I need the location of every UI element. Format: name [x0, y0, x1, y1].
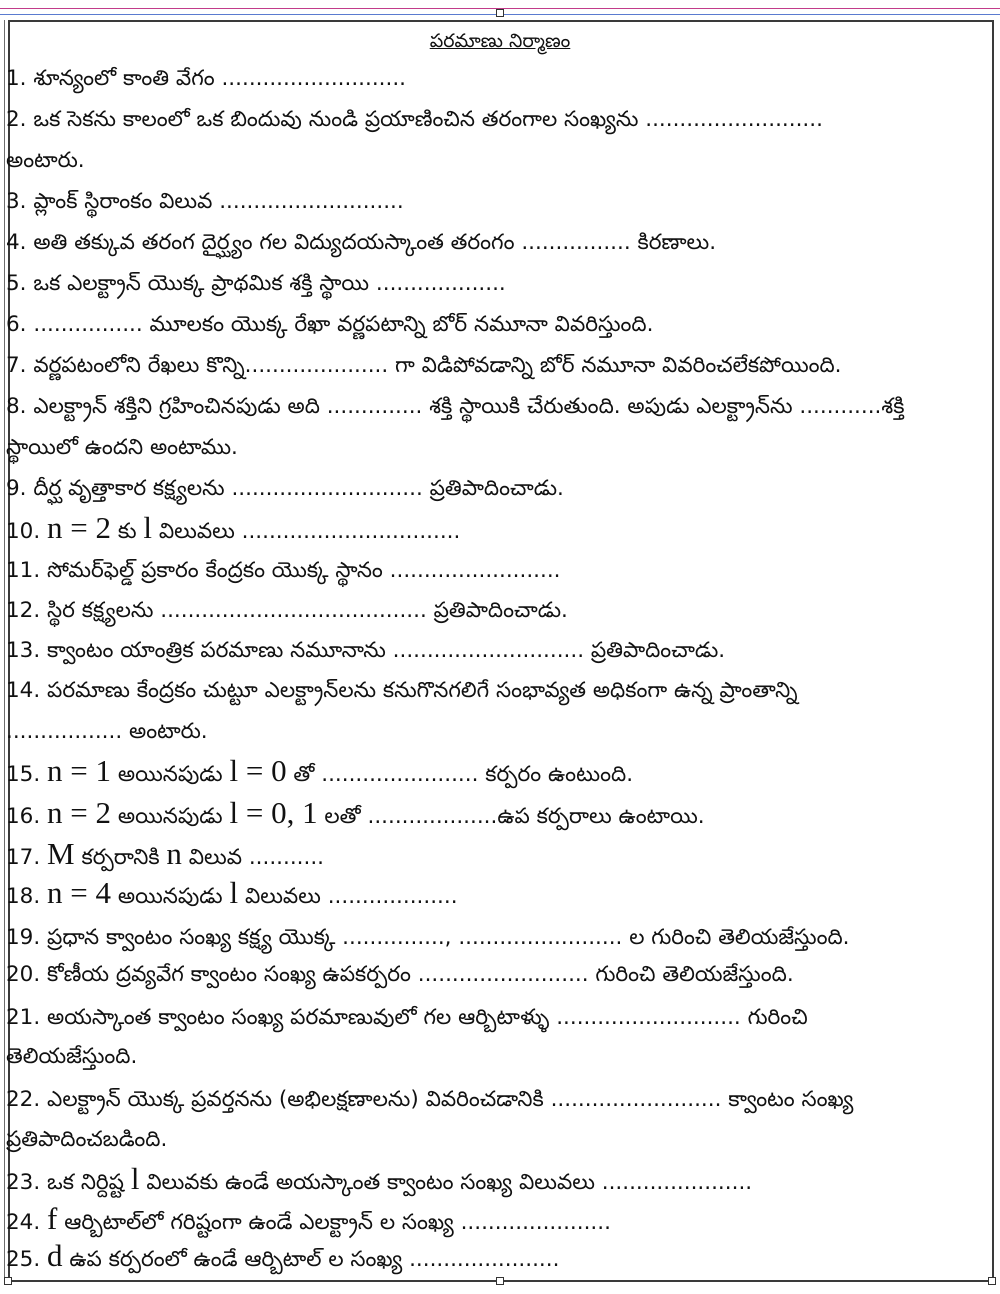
question-number: 25.: [6, 1247, 41, 1272]
question-19: [6, 927, 994, 949]
question-number: 19.: [6, 925, 41, 950]
question-number: 3.: [6, 189, 27, 214]
question-text: ................ మూలకం యొక్క రేఖా వర్ణపటాన్ని బోర్ నమూనా వివరిస్తుంది.: [33, 312, 654, 337]
question-text: కు: [117, 519, 137, 544]
question-21-continuation: [6, 1046, 994, 1068]
math-symbol: l: [229, 875, 239, 910]
question-number: 23.: [6, 1170, 41, 1195]
question-number: 8.: [6, 394, 27, 419]
question-number: 21.: [6, 1005, 41, 1030]
question-text: కోణీయ ద్రవ్యవేగ క్వాంటం సంఖ్య ఉపకర్పరం ......................... గురించి తెలియజేస్తుంది.: [47, 962, 794, 987]
question-number: 1.: [6, 66, 27, 91]
math-expression: n = 4: [47, 875, 112, 910]
question-14: [6, 680, 994, 702]
question-11: [6, 560, 994, 582]
question-text: వర్ణపటంలోని రేఖలు కొన్ని..................... గా విడిపోవడాన్ని బోర్ నమూనా వివరించలేకపోయింది.: [33, 353, 842, 378]
question-1: [6, 68, 994, 90]
question-text: ప్లాంక్ స్థిరాంకం విలువ ...........................: [33, 189, 404, 214]
question-number: 4.: [6, 230, 27, 255]
question-16: [6, 797, 994, 828]
question-number: 17.: [6, 845, 41, 870]
question-14-continuation: [6, 721, 994, 743]
math-symbol: l: [143, 510, 153, 545]
question-22-continuation: [6, 1129, 994, 1151]
question-text-continued: ................. అంటారు.: [6, 719, 208, 744]
question-text: క్వాంటం యాంత్రిక పరమాణు నమూనాను ............................ ప్రతిపాదించాడు.: [47, 638, 726, 663]
question-text: దీర్ఘ వృత్తాకార కక్ష్యలను ............................ ప్రతిపాదించాడు.: [33, 476, 564, 501]
question-number: 14.: [6, 678, 41, 703]
question-number: 18.: [6, 884, 41, 909]
question-23: [6, 1163, 994, 1194]
question-text: స్థిర కక్ష్యలను ....................................... ప్రతిపాదించాడు.: [47, 598, 568, 623]
question-5: [6, 273, 994, 295]
resize-handle-bottom[interactable]: [496, 1277, 504, 1285]
question-number: 2.: [6, 107, 27, 132]
question-text: విలువలు ................................: [158, 519, 461, 544]
page-title: పరమాణు నిర్మాణం: [429, 30, 571, 52]
resize-handle-bottom-right[interactable]: [988, 1277, 996, 1285]
question-13: [6, 640, 994, 662]
math-expression: l = 0, 1: [229, 795, 318, 830]
question-number: 24.: [6, 1210, 41, 1235]
math-expression: n = 1: [47, 753, 112, 788]
question-2-continuation: [6, 150, 994, 172]
question-text: ఉప కర్పరంలో ఉండే ఆర్బిటాల్ ల సంఖ్య ......................: [69, 1247, 560, 1272]
math-expression: l = 0: [229, 753, 287, 788]
question-text: కర్పరానికి: [81, 845, 160, 870]
math-expression: n = 2: [47, 510, 112, 545]
question-24: [6, 1203, 994, 1234]
question-text-continued: స్థాయిలో ఉందని అంటాము.: [6, 435, 238, 460]
question-number: 16.: [6, 804, 41, 829]
question-number: 7.: [6, 353, 27, 378]
question-text: ఎలక్ట్రాన్ యొక్క ప్రవర్తనను (అభిలక్షణాలను) వివరించడానికి ......................... క్వాంటం సంఖ్య: [47, 1087, 854, 1112]
question-text: ఒక నిర్దిష్ట: [47, 1170, 124, 1195]
math-symbol: d: [47, 1238, 63, 1273]
question-number: 20.: [6, 962, 41, 987]
question-6: [6, 314, 994, 336]
question-22: [6, 1089, 994, 1111]
question-text: పరమాణు కేంద్రకం చుట్టూ ఎలక్ట్రాన్‌లను కనుగొనగలిగే సంభావ్యత అధికంగా ఉన్న ప్రాంతాన్ని: [47, 678, 798, 703]
question-text: విలువలు ...................: [244, 884, 458, 909]
question-number: 10.: [6, 519, 41, 544]
question-2: [6, 109, 994, 131]
question-text: అయస్కాంత క్వాంటం సంఖ్య పరమాణువులో గల ఆర్బిటాళ్ళు ........................... గురించి: [47, 1005, 808, 1030]
question-7: [6, 355, 994, 377]
question-text: అయినపుడు: [117, 884, 223, 909]
question-number: 22.: [6, 1087, 41, 1112]
math-expression: n = 2: [47, 795, 112, 830]
question-text: ఆర్బిటాల్‌లో గరిష్టంగా ఉండే ఎలక్ట్రాన్ ల సంఖ్య ......................: [64, 1210, 611, 1235]
question-number: 13.: [6, 638, 41, 663]
resize-handle-bottom-left[interactable]: [4, 1277, 12, 1285]
question-text: ఒక ఎలక్ట్రాన్ యొక్క ప్రాథమిక శక్తి స్థాయి ...................: [33, 271, 506, 296]
question-8: [6, 396, 994, 418]
question-12: [6, 600, 994, 622]
question-4: [6, 232, 994, 254]
question-text: అయినపుడు: [117, 762, 223, 787]
question-text: విలువ ...........: [188, 845, 325, 870]
resize-handle-top[interactable]: [496, 9, 504, 17]
question-number: 6.: [6, 312, 27, 337]
math-symbol: n: [166, 836, 182, 871]
question-9: [6, 478, 994, 500]
left-guide-line: [4, 20, 5, 1282]
question-text-continued: అంటారు.: [6, 148, 85, 173]
question-text: అతి తక్కువ తరంగ దైర్ఘ్యం గల విద్యుదయస్కాంత తరంగం ................ కిరణాలు.: [33, 230, 717, 255]
question-number: 11.: [6, 558, 41, 583]
question-text: ప్రధాన క్వాంటం సంఖ్య కక్ష్య యొక్క ..............., ........................ ల గురించి తెలియజేస్తుంది.: [47, 925, 850, 950]
math-symbol: M: [47, 836, 75, 871]
question-text: అయినపుడు: [117, 804, 223, 829]
question-20: [6, 964, 994, 986]
question-text-continued: తెలియజేస్తుంది.: [6, 1044, 138, 1069]
question-25: [6, 1240, 994, 1271]
question-number: 15.: [6, 762, 41, 787]
question-text: విలువకు ఉండే అయస్కాంత క్వాంటం సంఖ్య విలువలు ......................: [146, 1170, 753, 1195]
question-text: శూన్యంలో కాంతి వేగం ...........................: [33, 66, 407, 91]
question-15: [6, 755, 994, 786]
question-21: [6, 1007, 994, 1029]
question-8-continuation: [6, 437, 994, 459]
question-text: ఎలక్ట్రాన్ శక్తిని గ్రహించినపుడు అది .............. శక్తి స్థాయికి చేరుతుంది. అపుడు ఎలక్ట్రాన్‌ను ............శక్తి: [33, 394, 905, 419]
question-text-continued: ప్రతిపాదించబడింది.: [6, 1127, 168, 1152]
question-number: 9.: [6, 476, 27, 501]
question-18: [6, 877, 994, 908]
question-text: లతో ...................ఉప కర్పరాలు ఉంటాయి.: [324, 804, 705, 829]
question-3: [6, 191, 994, 213]
question-number: 12.: [6, 598, 41, 623]
question-text: ఒక సెకను కాలంలో ఒక బిందువు నుండి ప్రయాణించిన తరంగాల సంఖ్యను ..........................: [33, 107, 823, 132]
question-number: 5.: [6, 271, 27, 296]
math-symbol: l: [130, 1161, 140, 1196]
question-10: [6, 512, 994, 543]
question-17: [6, 838, 994, 869]
question-text: తో ....................... కర్పరం ఉంటుంది.: [293, 762, 634, 787]
math-symbol: f: [47, 1201, 58, 1236]
question-text: సోమర్‌ఫెల్డ్ ప్రకారం కేంద్రకం యొక్క స్థానం .........................: [47, 558, 561, 583]
